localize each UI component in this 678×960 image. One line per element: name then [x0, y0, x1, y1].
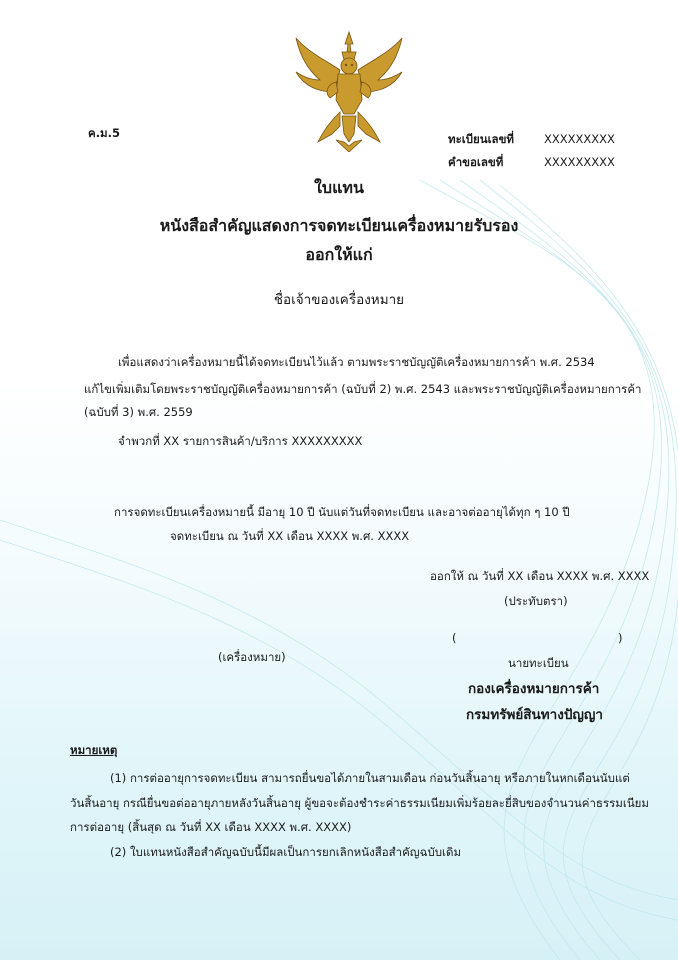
ministry-name: กรมทรัพย์สินทางปัญญา: [466, 707, 603, 723]
registration-number-label: ทะเบียนเลขที่: [448, 132, 515, 146]
registrar-title: นายทะเบียน: [508, 656, 569, 670]
validity-line: การจดทะเบียนเครื่องหมายนี้ มีอายุ 10 ปี นับแต่วันที่จดทะเบียน และอาจต่ออายุได้ทุก ๆ 10 ปี: [114, 505, 570, 519]
issued-to-label: ออกให้แก่: [305, 245, 373, 264]
registration-number-value: XXXXXXXXX: [544, 132, 615, 146]
document-subtitle: หนังสือสำคัญแสดงการจดทะเบียนเครื่องหมายรับรอง: [159, 216, 519, 235]
document-title: ใบแทน: [314, 178, 364, 197]
application-number-value: XXXXXXXXX: [544, 155, 615, 169]
body-paragraph-line1: เพื่อแสดงว่าเครื่องหมายนี้ได้จดทะเบียนไว้แล้ว ตามพระราชบัญญัติเครื่องหมายการค้า พ.ศ. 2534: [118, 355, 595, 369]
notes-heading: หมายเหตุ: [70, 743, 118, 757]
issued-date-line: ออกให้ ณ วันที่ XX เดือน XXXX พ.ศ. XXXX: [430, 569, 650, 583]
application-number-label: คำขอเลขที่: [448, 155, 504, 169]
class-goods-line: จำพวกที่ XX รายการสินค้า/บริการ XXXXXXXXX: [118, 434, 363, 448]
note-1-line2: วันสิ้นอายุ กรณียื่นขอต่ออายุภายหลังวันสิ้นอายุ ผู้ขอจะต้องชำระค่าธรรมเนียมเพิ่มร้อยละยี่สิบของจำนวนค่าธรรมเนียม: [70, 796, 649, 810]
signature-open-paren: (: [452, 631, 457, 645]
form-code: ค.ม.5: [88, 126, 121, 140]
signature-close-paren: ): [618, 631, 623, 645]
registration-date-line: จดทะเบียน ณ วันที่ XX เดือน XXXX พ.ศ. XXXX: [170, 529, 410, 543]
body-paragraph-line2: แก้ไขเพิ่มเติมโดยพระราชบัญญัติเครื่องหมายการค้า (ฉบับที่ 2) พ.ศ. 2543 และพระราชบัญญัติเครื่องหมายการค้า: [84, 382, 642, 396]
body-paragraph-line3: (ฉบับที่ 3) พ.ศ. 2559: [84, 405, 193, 419]
department-name: กองเครื่องหมายการค้า: [468, 681, 600, 697]
trademark-placeholder: (เครื่องหมาย): [218, 650, 286, 664]
owner-name: ชื่อเจ้าของเครื่องหมาย: [273, 292, 405, 308]
garuda-emblem: [290, 30, 408, 152]
note-1-line1: (1) การต่ออายุการจดทะเบียน สามารถยื่นขอได้ภายในสามเดือน ก่อนวันสิ้นอายุ หรือภายในหกเดือนนับแต่: [110, 771, 630, 785]
seal-label: (ประทับตรา): [504, 594, 568, 608]
note-1-line3: การต่ออายุ (สิ้นสุด ณ วันที่ XX เดือน XXXX พ.ศ. XXXX): [70, 820, 352, 834]
note-2: (2) ใบแทนหนังสือสำคัญฉบับนี้มีผลเป็นการยกเลิกหนังสือสำคัญฉบับเดิม: [110, 845, 462, 859]
